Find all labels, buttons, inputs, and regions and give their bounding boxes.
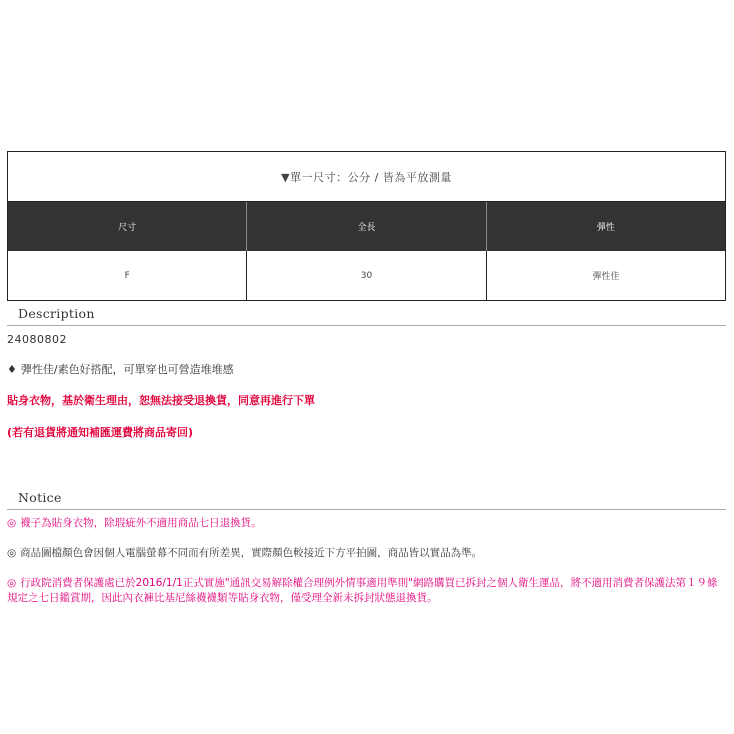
notice-item <box>7 546 727 561</box>
notice-heading: Notice <box>7 490 726 510</box>
cell-size: F <box>124 270 130 281</box>
circle-bullet-icon: ◎ <box>7 577 17 589</box>
cell-elasticity: 彈性佳 <box>486 251 725 300</box>
notice-text: 襪子為貼身衣物，除瑕疵外不適用商品七日退換貨。 <box>20 517 262 529</box>
cell-length: 30 <box>246 251 485 300</box>
notice-item <box>7 576 727 606</box>
feature-text: 彈性佳/素色好搭配，可單穿也可營造堆堆感 <box>20 363 234 376</box>
header-cell-elasticity: 彈性 <box>486 202 725 251</box>
size-table-header-row <box>8 202 725 251</box>
size-table-row <box>8 251 725 300</box>
description-heading: Description <box>7 306 726 326</box>
hygiene-warning: 貼身衣物，基於衛生理由，恕無法接受退換貨，同意再進行下單 <box>7 394 315 407</box>
size-table <box>7 151 726 301</box>
notice-text: 行政院消費者保護處已於2016/1/1正式實施"通訊交易解除權合理例外情事適用準則"網路購買已拆封之個人衛生運品，將不適用消費者保護法第１９條規定之七日鑑賞期，因此內衣褲比基尼絲襪襪類等貼身衣物，僅受理全新未拆封狀態退換貨。 <box>7 577 718 604</box>
notice-text: 商品圖檔顏色會因個人電腦螢幕不同而有所差異，實際顏色較接近下方平拍圖，商品皆以實品為準。 <box>20 547 483 559</box>
size-table-caption: ▼單一尺寸：公分 / 皆為平放測量 <box>8 152 725 202</box>
header-cell-length: 全長 <box>246 202 485 251</box>
feature-line <box>7 361 234 377</box>
circle-bullet-icon: ◎ <box>7 517 17 529</box>
product-code: 24080802 <box>7 333 67 346</box>
circle-bullet-icon: ◎ <box>7 547 17 559</box>
header-cell-size: 尺寸 <box>118 223 137 233</box>
notice-item <box>7 516 727 531</box>
return-note: (若有退貨將通知補匯運費將商品寄回) <box>7 426 194 439</box>
diamond-bullet-icon: ♦ <box>7 363 17 376</box>
